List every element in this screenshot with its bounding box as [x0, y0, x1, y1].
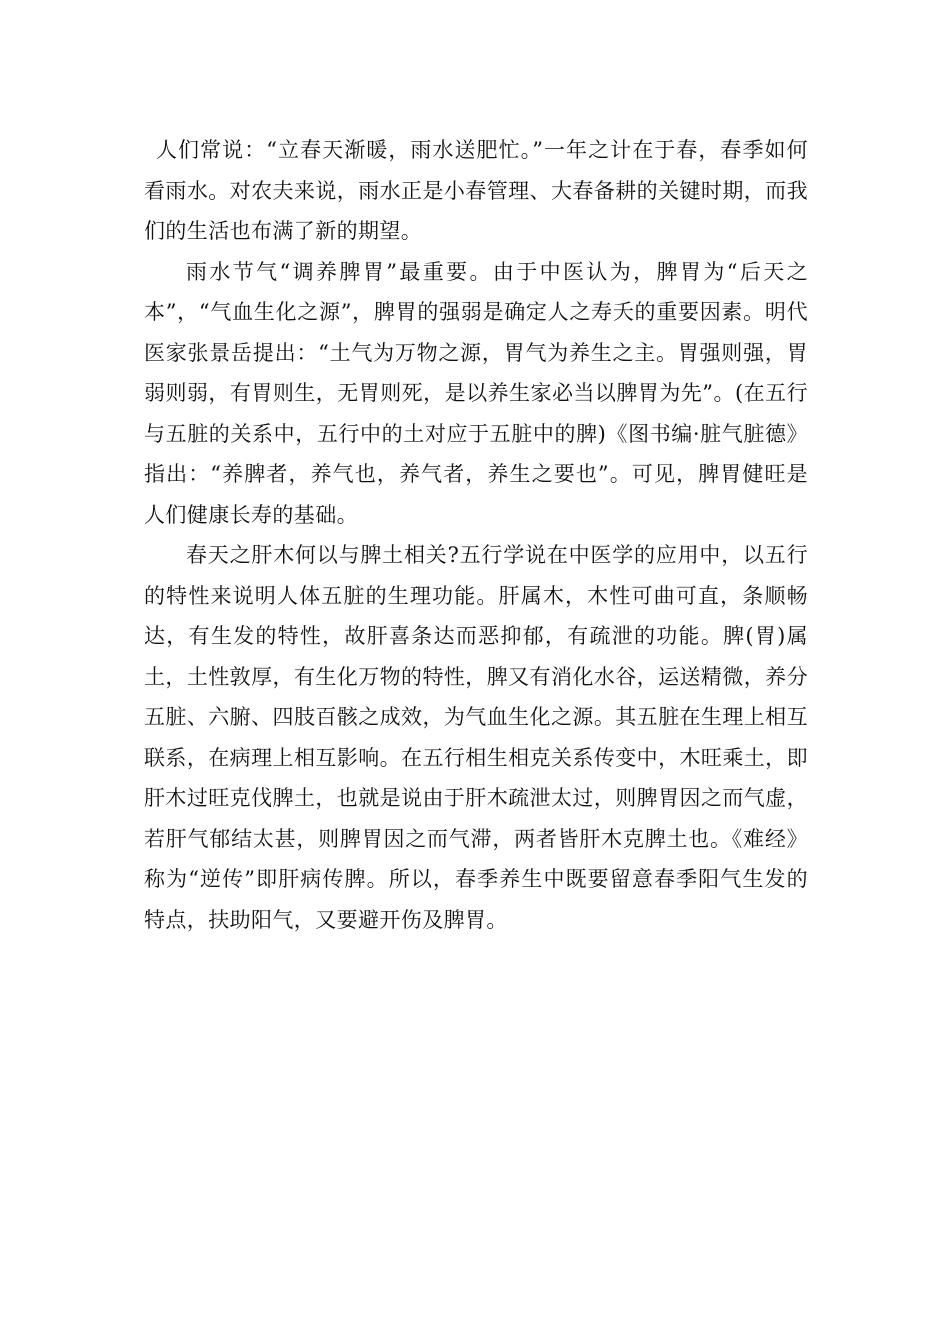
paragraph-liver-spleen: 春天之肝木何以与脾土相关?五行学说在中医学的应用中，以五行的特性来说明人体五脏的生理功能。肝属木，木性可曲可直，条顺畅达，有生发的特性，故肝喜条达而恶抑郁，有疏泄的功能。脾(胃)属土，土性敦厚，有生化万物的特性，脾又有消化水谷，运送精微，养分五脏、六腑、四肢百骸之成效，为气血生化之源。其五脏在生理上相互联系，在病理上相互影响。在五行相生相克关系传变中，木旺乘土，即肝木过旺克伐脾土，也就是说由于肝木疏泄太过，则脾胃因之而气虚，若肝气郁结太甚，则脾胃因之而气滞，两者皆肝木克脾土也。《难经》称为“逆传”即肝病传脾。所以，春季养生中既要留意春季阳气生发的特点，扶助阳气，又要避开伤及脾胃。	[144, 543, 808, 932]
paragraph-intro: 人们常说：“立春天渐暖，雨水送肥忙。”一年之计在于春，春季如何看雨水。对农夫来说，雨水正是小春管理、大春备耕的关键时期，而我们的生活也布满了新的期望。	[144, 138, 808, 243]
paragraph-spleen-stomach: 雨水节气“调养脾胃”最重要。由于中医认为，脾胃为“后天之本”，“气血生化之源”，脾胃的强弱是确定人之寿夭的重要因素。明代医家张景岳提出：“土气为万物之源，胃气为养生之主。胃强则强，胃弱则弱，有胃则生，无胃则死，是以养生家必当以脾胃为先”。(在五行与五脏的关系中，五行中的土对应于五脏中的脾)《图书编·脏气脏德》指出：“养脾者，养气也，养气者，养生之要也”。可见，脾胃健旺是人们健康长寿的基础。	[144, 259, 808, 527]
